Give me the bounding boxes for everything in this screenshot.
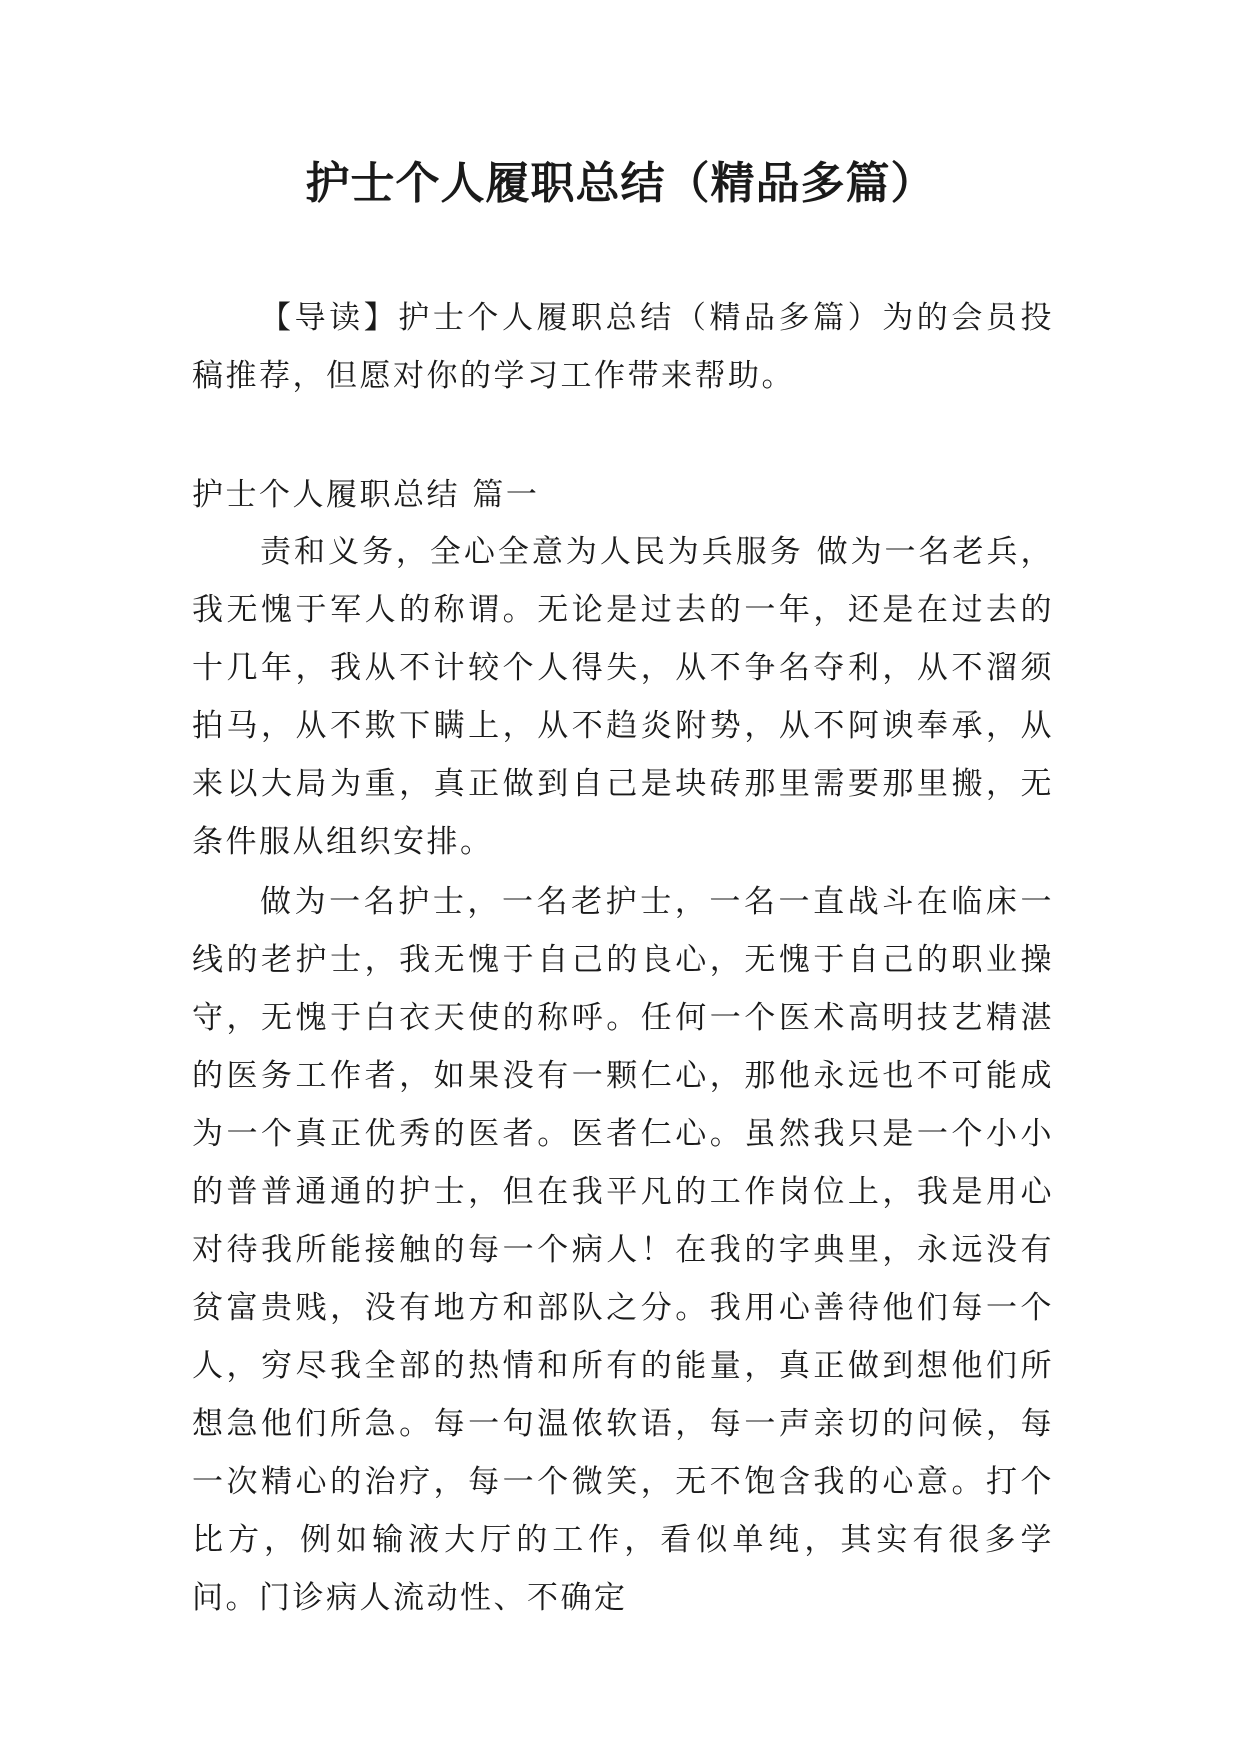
intro-paragraph: 【导读】护士个人履职总结（精品多篇）为的会员投稿推荐，但愿对你的学习工作带来帮助。	[192, 300, 1054, 394]
body-paragraph-1: 责和义务，全心全意为人民为兵服务 做为一名老兵，我无愧于军人的称谓。无论是过去的一年，还是在过去的十几年，我从不计较个人得失，从不争名夺利，从不溜须拍马，从不欺下瞒上，从不趋炎附势，从不阿谀奉承，从来以大局为重，真正做到自己是块砖那里需要那里搬，无条件服从组织安排。	[192, 534, 1054, 860]
body-paragraph-2: 做为一名护士，一名老护士，一名一直战斗在临床一线的老护士，我无愧于自己的良心，无愧于自己的职业操守，无愧于白衣天使的称呼。任何一个医术高明技艺精湛的医务工作者，如果没有一颗仁心，那他永远也不可能成为一个真正优秀的医者。医者仁心。虽然我只是一个小小的普普通通的护士，但在我平凡的工作岗位上，我是用心对待我所能接触的每一个病人！在我的字典里，永远没有贫富贵贱，没有地方和部队之分。我用心善待他们每一个人，穷尽我全部的热情和所有的能量，真正做到想他们所想急他们所急。每一句温侬软语，每一声亲切的问候，每一次精心的治疗，每一个微笑，无不饱含我的心意。打个比方，例如输液大厅的工作，看似单纯，其实有很多学问。门诊病人流动性、不确定	[192, 884, 1054, 1616]
section-heading: 护士个人履职总结 篇一	[192, 477, 540, 513]
document-title: 护士个人履职总结（精品多篇）	[305, 158, 936, 209]
